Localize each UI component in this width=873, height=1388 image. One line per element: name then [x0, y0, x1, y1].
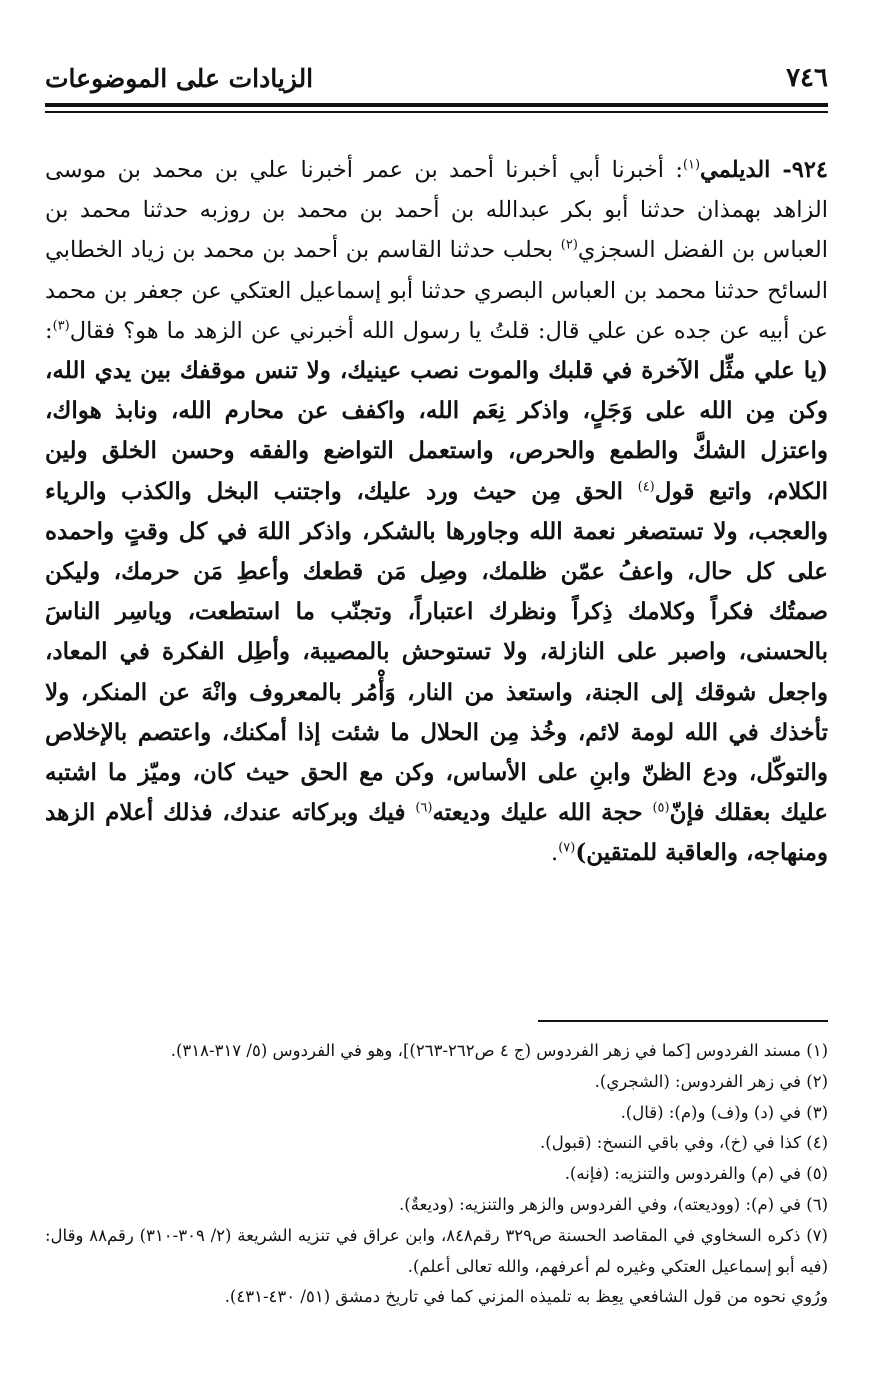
header-rule-thin	[45, 111, 828, 113]
footnote-3: (٣) في (د) و(ف) و(م): (قال).	[620, 1102, 828, 1122]
footnote-5: (٥) في (م) والفردوس والتنزيه: (فإنه).	[564, 1164, 828, 1184]
isnad-text-3: :	[45, 317, 53, 344]
footnote-separator	[538, 1020, 828, 1022]
footnote-6: (٦) في (م): (ووديعته)، وفي الفردوس والزهر والتنزيه: (وديعةٌ).	[399, 1194, 828, 1214]
footnotes	[45, 1036, 828, 1313]
hadith-text-2: الحق مِن حيث ورد عليك، واجتنب البخل والكذب والرياء والعجب، ولا تستصغر نعمة الله وجاورها بالشكر، واذكر اللهَ في كل وقتٍ واحمده على كل حال، واعفُ عمّن ظلمك، وصِل مَن قطعك وأعطِ مَن حرمك، وليكن صمتُك فكراً وكلامك ذِكراً ونظرك اعتباراً، وتجنّب ما استطعت، وياسِر الناسَ بالحسنى، واصبر على النازلة، ولا تستوحش بالمصيبة، وأطِل الفكرة في المعاد، واجعل شوقك إلى الجنة، واستعذ من النار، وَأْمُر بالمعروف وانْهَ عن المنكر، ولا تأخذك في الله لومة لائم، وخُذ مِن الحلال ما شئت إذا أمكنك، واعتصم بالإخلاص والتوكّل، ودع الظنّ وابنِ على الأساس، وكن مع الحق حيث كان، وميّز ما اشتبه عليك بعقلك فإنّ	[45, 477, 828, 827]
running-title: الزيادات على الموضوعات	[45, 63, 314, 93]
header-rule-thick	[45, 103, 828, 107]
page-header	[45, 58, 828, 98]
footnote-7: (٧) ذكره السخاوي في المقاصد الحسنة ص٣٢٩ رقم٨٤٨، وابن عراق في تنزيه الشريعة (٢/ ٣٠٩-٣١٠) رقم٨٨ وقال: (فيه أبو إسماعيل العتكي وغيره لم أعرفهم، والله تعالى أعلم).	[45, 1225, 828, 1276]
footnote-marker-3: (٣)	[52, 318, 70, 334]
footnote-marker-6: (٦)	[415, 800, 433, 816]
main-text	[45, 150, 828, 874]
footnote-marker-1: (١)	[682, 157, 701, 173]
footnote-7-continuation: ورُوي نحوه من قول الشافعي يعِظ به تلميذه المزني كما في تاريخ دمشق (٥١/ ٤٣٠-٤٣١).	[224, 1287, 828, 1307]
footnote-marker-2: (٢)	[560, 237, 578, 253]
entry-heading: ٩٢٤- الديلمي	[700, 157, 828, 183]
isnad-text-2: بحلب حدثنا القاسم بن أحمد بن محمد بن زياد الخطابي السائح حدثنا محمد بن العباس البصري حدثنا أبو إسماعيل العتكي عن جعفر بن محمد عن أبيه عن جده عن علي قال: قلتُ يا رسول الله أخبرني عن الزهد ما هو؟ فقال	[45, 237, 828, 344]
footnote-2: (٢) في زهر الفردوس: (الشجري).	[594, 1071, 828, 1091]
footnote-marker-4: (٤)	[637, 479, 655, 495]
footnote-4: (٤) كذا في (خ)، وفي باقي النسخ: (قبول).	[540, 1133, 828, 1153]
hadith-text-3: حجة الله عليك وديعته	[432, 799, 653, 827]
footnote-1: (١) مسند الفردوس [كما في زهر الفردوس (ج ٤ ص٢٦٢-٢٦٣)]، وهو في الفردوس (٥/ ٣١٧-٣١٨).	[170, 1041, 828, 1060]
hadith-text-1: (يا علي مثِّل الآخرة في قلبك والموت نصب عينيك، ولا تنس موقفك بين يدي الله، وكن مِن الله على وَجَلٍ، واذكر نِعَم الله، واكفف عن محارم الله، ونابذ هواك، واعتزل الشكَّ والطمع والحرص، واستعمل التواضع والفقه وحسن الخلق ولين الكلام، واتبع قول	[45, 357, 828, 505]
entry-end: .	[551, 840, 559, 867]
hadith-text-4: فيك وبركاته عندك، فذلك أعلام الزهد ومنهاجه، والعاقبة للمتقين)	[45, 799, 828, 867]
entry-paragraph	[45, 150, 828, 874]
footnote-marker-7: (٧)	[558, 840, 576, 856]
footnote-marker-5: (٥)	[652, 800, 670, 816]
isnad-text-1: : أخبرنا أبي أخبرنا أحمد بن عمر أخبرنا علي بن محمد بن موسى الزاهد بهمذان حدثنا أبو بكر عبدالله بن أحمد بن محمد بن روزبه حدثنا محمد بن العباس بن الفضل السجزي	[45, 157, 828, 264]
page-number: ٧٤٦	[786, 63, 828, 93]
